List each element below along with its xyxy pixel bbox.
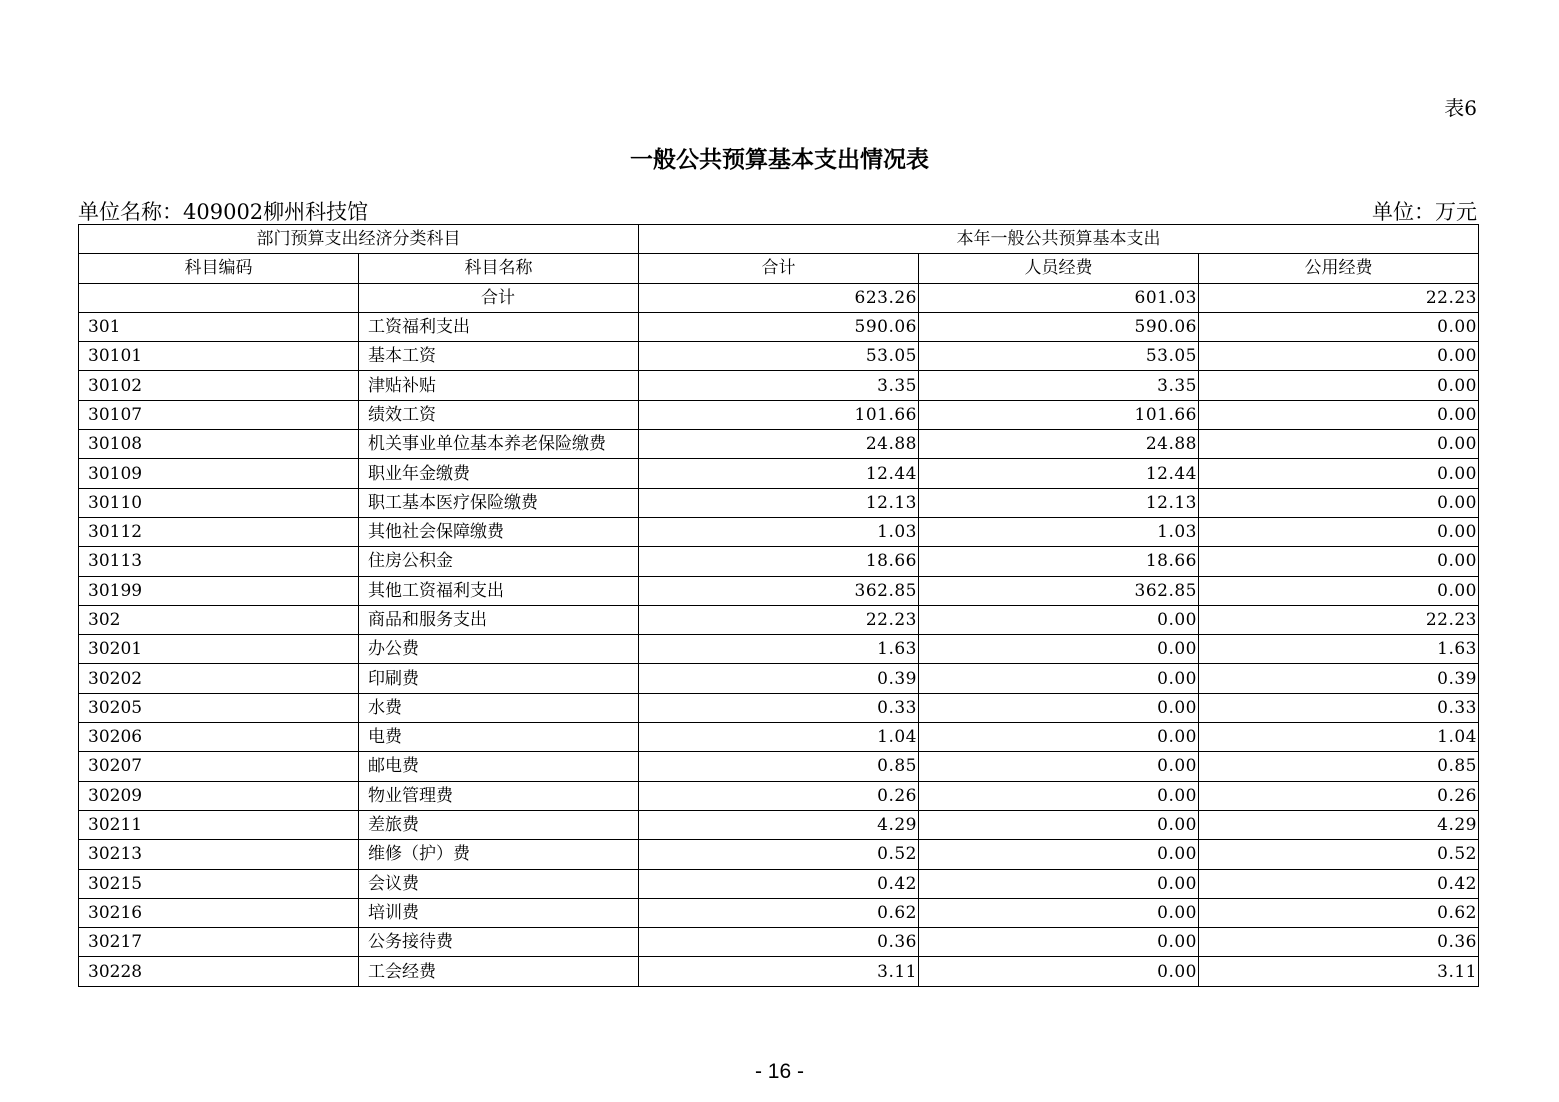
personnel-cell: 24.88	[919, 430, 1199, 459]
personnel-cell: 590.06	[919, 312, 1199, 341]
total-cell: 0.85	[639, 752, 919, 781]
column-header-code: 科目编码	[79, 254, 359, 283]
name-cell: 住房公积金	[359, 547, 639, 576]
table-row	[79, 693, 1479, 722]
table-row	[79, 312, 1479, 341]
currency-unit: 单位：万元	[1372, 200, 1477, 224]
total-cell: 0.52	[639, 840, 919, 869]
code-cell: 30202	[79, 664, 359, 693]
personnel-cell: 3.35	[919, 371, 1199, 400]
header-group-row	[79, 225, 1479, 254]
personnel-cell: 0.00	[919, 752, 1199, 781]
total-cell: 1.04	[639, 723, 919, 752]
total-cell: 4.29	[639, 810, 919, 839]
public-cell: 0.85	[1199, 752, 1479, 781]
name-cell: 其他社会保障缴费	[359, 517, 639, 546]
personnel-cell: 12.44	[919, 459, 1199, 488]
personnel-cell: 0.00	[919, 869, 1199, 898]
table-row	[79, 723, 1479, 752]
page-number: - 16 -	[754, 1060, 804, 1083]
public-cell: 0.26	[1199, 781, 1479, 810]
total-public-cell: 22.23	[1199, 283, 1479, 312]
total-cell: 0.26	[639, 781, 919, 810]
total-cell: 3.35	[639, 371, 919, 400]
public-cell: 0.00	[1199, 400, 1479, 429]
public-cell: 0.00	[1199, 371, 1479, 400]
name-cell: 水费	[359, 693, 639, 722]
table-row	[79, 605, 1479, 634]
table-row	[79, 635, 1479, 664]
public-cell: 0.00	[1199, 430, 1479, 459]
code-cell: 30209	[79, 781, 359, 810]
public-cell: 0.36	[1199, 928, 1479, 957]
total-cell: 12.13	[639, 488, 919, 517]
unit-name: 单位名称：409002柳州科技馆	[78, 200, 369, 224]
public-cell: 3.11	[1199, 957, 1479, 986]
personnel-cell: 101.66	[919, 400, 1199, 429]
name-cell: 物业管理费	[359, 781, 639, 810]
public-cell: 0.00	[1199, 459, 1479, 488]
public-cell: 1.63	[1199, 635, 1479, 664]
personnel-cell: 0.00	[919, 928, 1199, 957]
code-cell: 30109	[79, 459, 359, 488]
name-cell: 印刷费	[359, 664, 639, 693]
total-cell: 0.42	[639, 869, 919, 898]
personnel-cell: 0.00	[919, 664, 1199, 693]
table-row	[79, 430, 1479, 459]
total-cell: 24.88	[639, 430, 919, 459]
total-cell: 12.44	[639, 459, 919, 488]
personnel-cell: 0.00	[919, 693, 1199, 722]
budget-table	[78, 224, 1479, 987]
name-cell: 工资福利支出	[359, 312, 639, 341]
code-cell: 30199	[79, 576, 359, 605]
name-cell: 邮电费	[359, 752, 639, 781]
public-cell: 0.00	[1199, 576, 1479, 605]
code-cell: 30110	[79, 488, 359, 517]
name-cell: 绩效工资	[359, 400, 639, 429]
personnel-cell: 0.00	[919, 635, 1199, 664]
header-basic-expenditure: 本年一般公共预算基本支出	[639, 225, 1479, 254]
code-cell: 30216	[79, 898, 359, 927]
personnel-cell: 12.13	[919, 488, 1199, 517]
name-cell: 差旅费	[359, 810, 639, 839]
total-cell: 590.06	[639, 312, 919, 341]
name-cell: 维修（护）费	[359, 840, 639, 869]
code-cell: 30112	[79, 517, 359, 546]
header-economic-classification: 部门预算支出经济分类科目	[79, 225, 639, 254]
name-cell: 职工基本医疗保险缴费	[359, 488, 639, 517]
total-cell: 53.05	[639, 342, 919, 371]
table-row	[79, 752, 1479, 781]
table-row	[79, 342, 1479, 371]
name-cell: 基本工资	[359, 342, 639, 371]
table-row	[79, 928, 1479, 957]
name-cell: 其他工资福利支出	[359, 576, 639, 605]
public-cell: 0.00	[1199, 488, 1479, 517]
personnel-cell: 362.85	[919, 576, 1199, 605]
total-cell: 101.66	[639, 400, 919, 429]
name-cell: 培训费	[359, 898, 639, 927]
personnel-cell: 53.05	[919, 342, 1199, 371]
personnel-cell: 0.00	[919, 810, 1199, 839]
total-cell: 18.66	[639, 547, 919, 576]
public-cell: 0.00	[1199, 312, 1479, 341]
total-cell: 362.85	[639, 576, 919, 605]
total-name-cell: 合计	[359, 283, 639, 312]
table-row	[79, 869, 1479, 898]
column-header-public: 公用经费	[1199, 254, 1479, 283]
code-cell: 30102	[79, 371, 359, 400]
total-cell: 1.63	[639, 635, 919, 664]
public-cell: 0.62	[1199, 898, 1479, 927]
code-cell: 30213	[79, 840, 359, 869]
table-row	[79, 810, 1479, 839]
code-cell: 30206	[79, 723, 359, 752]
code-cell: 30207	[79, 752, 359, 781]
table-row	[79, 459, 1479, 488]
table-row	[79, 488, 1479, 517]
code-cell: 30215	[79, 869, 359, 898]
table-row	[79, 517, 1479, 546]
name-cell: 办公费	[359, 635, 639, 664]
code-cell: 30113	[79, 547, 359, 576]
table-row	[79, 547, 1479, 576]
personnel-cell: 1.03	[919, 517, 1199, 546]
code-cell: 302	[79, 605, 359, 634]
table-row	[79, 781, 1479, 810]
personnel-cell: 0.00	[919, 840, 1199, 869]
name-cell: 津贴补贴	[359, 371, 639, 400]
total-code-cell	[79, 283, 359, 312]
total-cell: 0.33	[639, 693, 919, 722]
column-header-personnel: 人员经费	[919, 254, 1199, 283]
total-cell: 1.03	[639, 517, 919, 546]
code-cell: 30108	[79, 430, 359, 459]
code-cell: 301	[79, 312, 359, 341]
total-personnel-cell: 601.03	[919, 283, 1199, 312]
code-cell: 30205	[79, 693, 359, 722]
public-cell: 0.33	[1199, 693, 1479, 722]
table-number: 表6	[1444, 96, 1477, 120]
total-cell: 0.36	[639, 928, 919, 957]
personnel-cell: 0.00	[919, 781, 1199, 810]
page-title: 一般公共预算基本支出情况表	[630, 147, 929, 173]
total-cell: 0.39	[639, 664, 919, 693]
name-cell: 商品和服务支出	[359, 605, 639, 634]
table-row	[79, 898, 1479, 927]
table-row	[79, 840, 1479, 869]
name-cell: 职业年金缴费	[359, 459, 639, 488]
total-cell: 3.11	[639, 957, 919, 986]
public-cell: 22.23	[1199, 605, 1479, 634]
name-cell: 会议费	[359, 869, 639, 898]
public-cell: 0.39	[1199, 664, 1479, 693]
total-row	[79, 283, 1479, 312]
public-cell: 1.04	[1199, 723, 1479, 752]
total-amount-cell: 623.26	[639, 283, 919, 312]
column-header-total: 合计	[639, 254, 919, 283]
code-cell: 30228	[79, 957, 359, 986]
public-cell: 0.00	[1199, 517, 1479, 546]
public-cell: 0.00	[1199, 547, 1479, 576]
code-cell: 30107	[79, 400, 359, 429]
personnel-cell: 18.66	[919, 547, 1199, 576]
personnel-cell: 0.00	[919, 723, 1199, 752]
personnel-cell: 0.00	[919, 898, 1199, 927]
total-cell: 22.23	[639, 605, 919, 634]
total-cell: 0.62	[639, 898, 919, 927]
table-row	[79, 957, 1479, 986]
table-row	[79, 400, 1479, 429]
name-cell: 机关事业单位基本养老保险缴费	[359, 430, 639, 459]
table-row	[79, 664, 1479, 693]
table-row	[79, 576, 1479, 605]
table-row	[79, 371, 1479, 400]
public-cell: 0.00	[1199, 342, 1479, 371]
column-header-name: 科目名称	[359, 254, 639, 283]
public-cell: 0.52	[1199, 840, 1479, 869]
code-cell: 30217	[79, 928, 359, 957]
name-cell: 电费	[359, 723, 639, 752]
code-cell: 30211	[79, 810, 359, 839]
personnel-cell: 0.00	[919, 605, 1199, 634]
code-cell: 30101	[79, 342, 359, 371]
name-cell: 公务接待费	[359, 928, 639, 957]
header-column-row	[79, 254, 1479, 283]
public-cell: 4.29	[1199, 810, 1479, 839]
public-cell: 0.42	[1199, 869, 1479, 898]
code-cell: 30201	[79, 635, 359, 664]
personnel-cell: 0.00	[919, 957, 1199, 986]
name-cell: 工会经费	[359, 957, 639, 986]
